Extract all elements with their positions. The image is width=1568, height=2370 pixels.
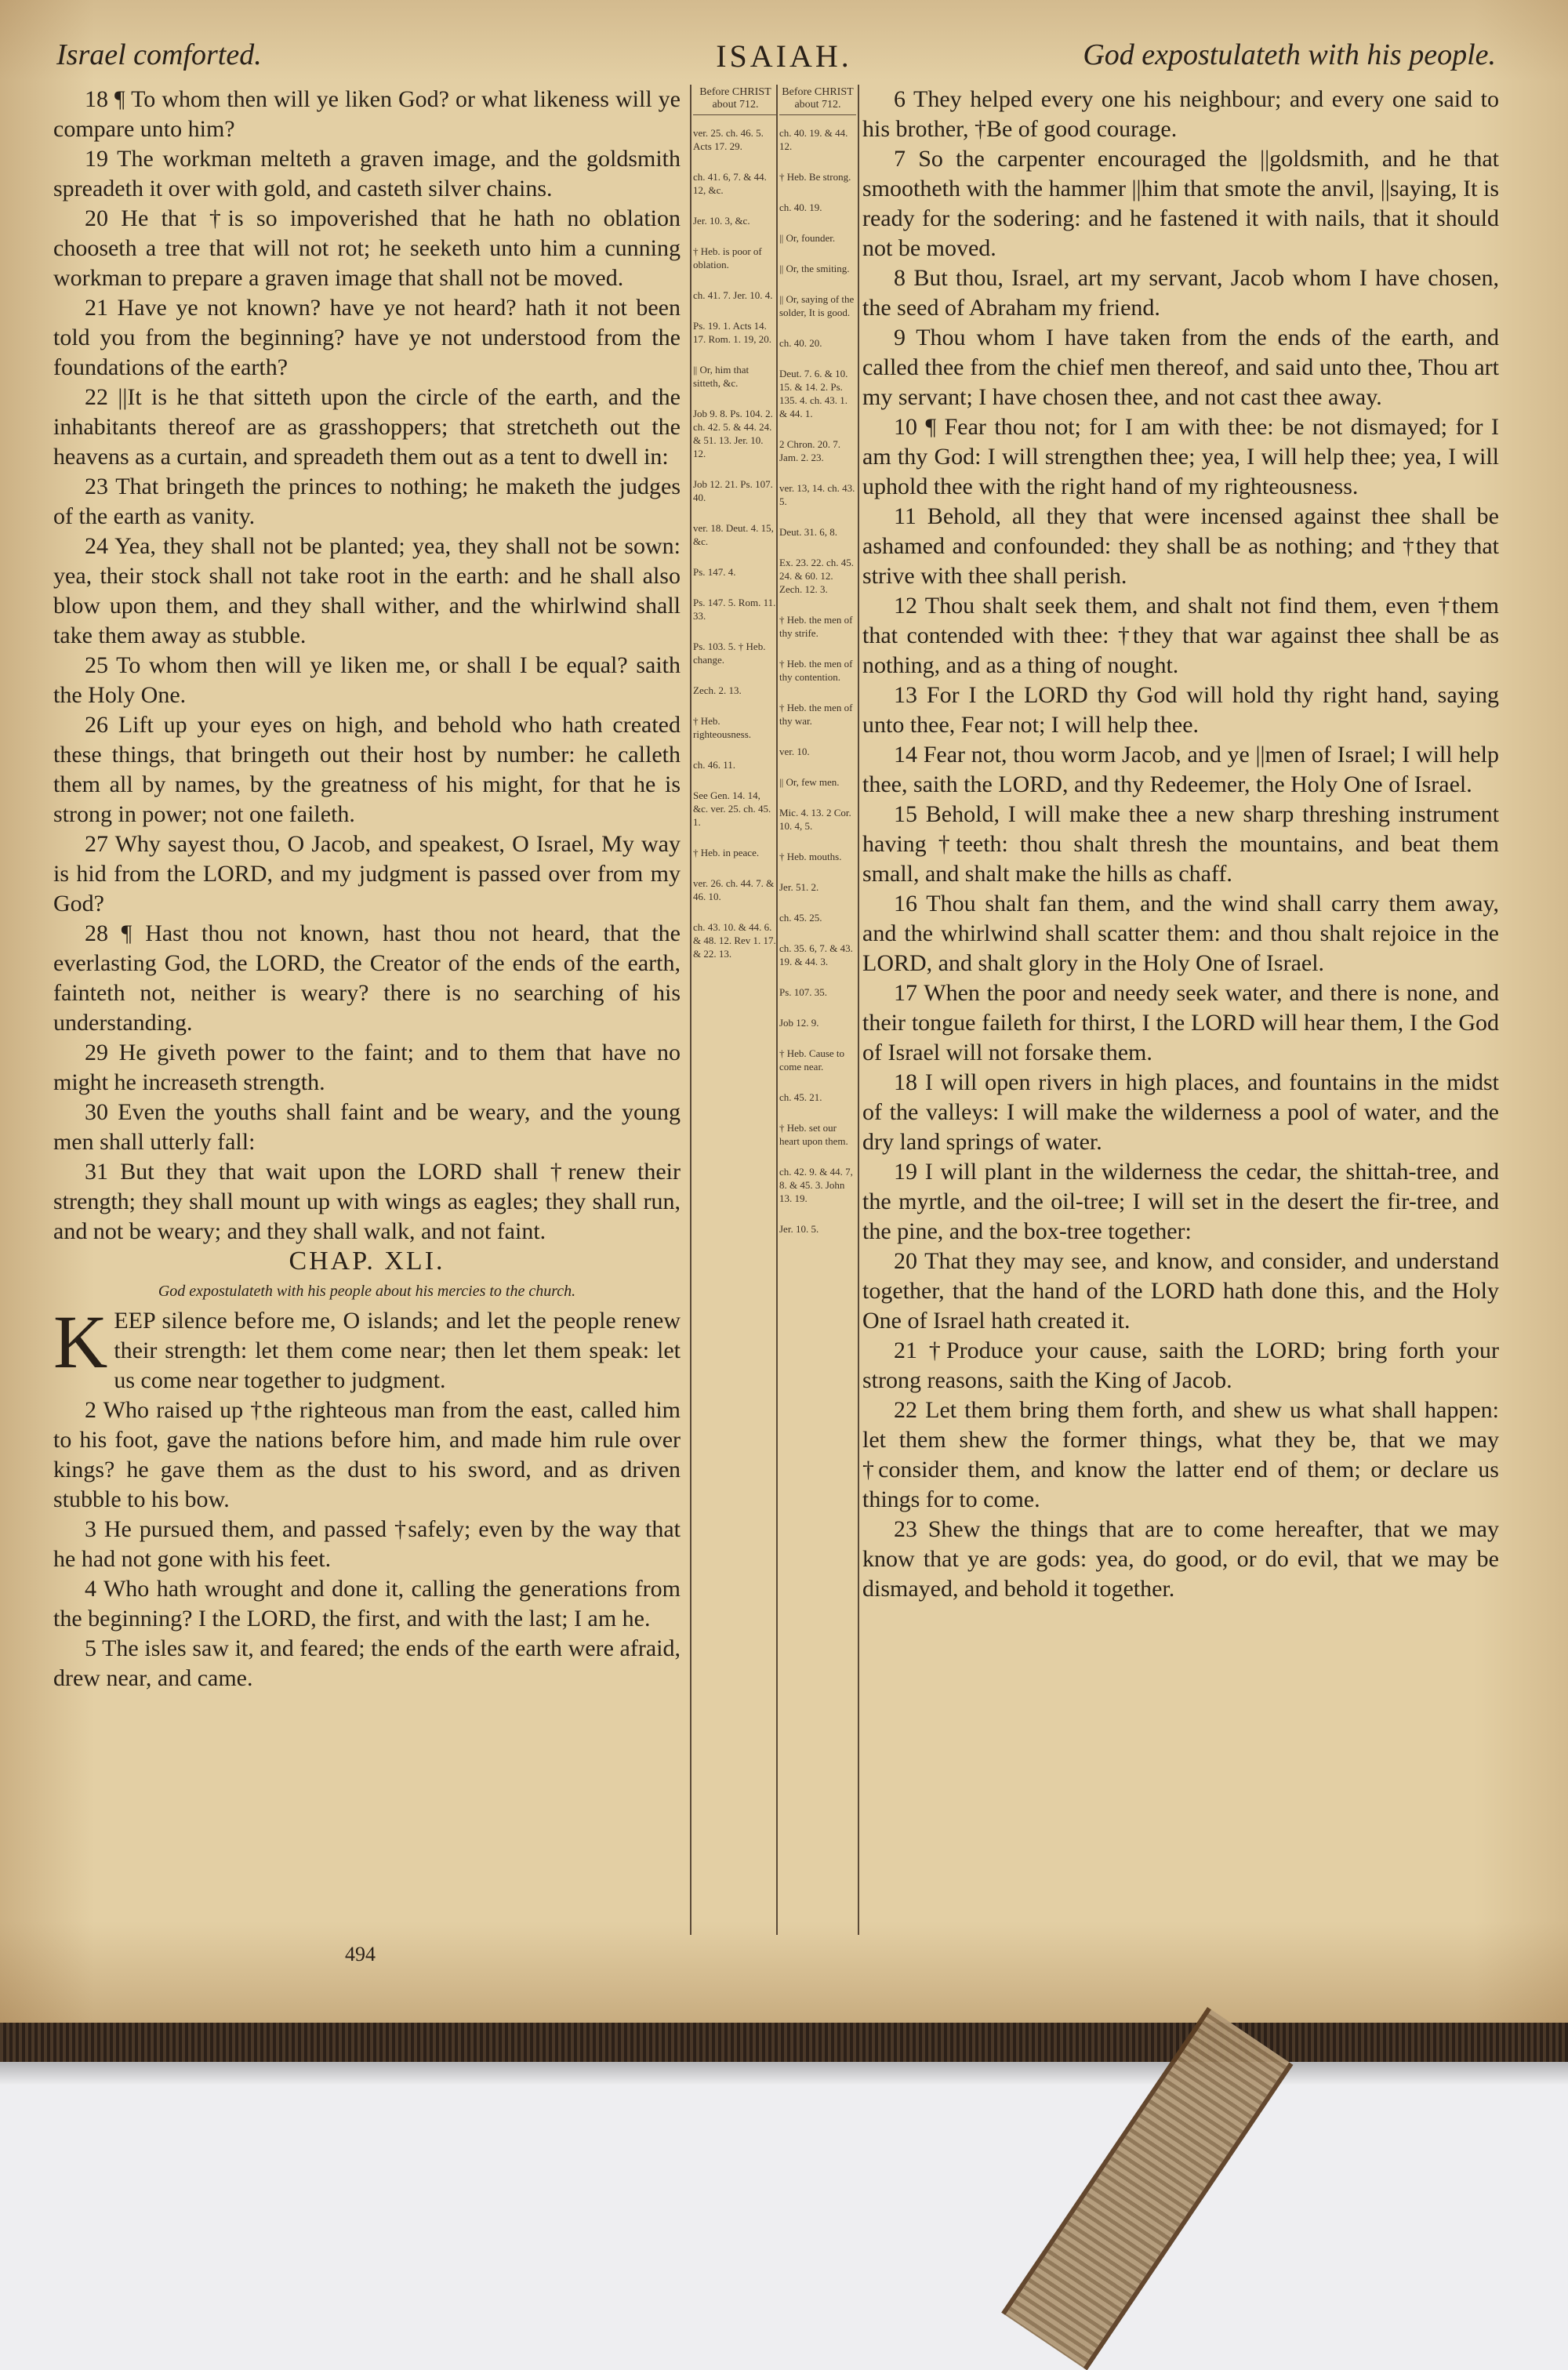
margin-note: † Heb. righteousness. — [693, 715, 752, 740]
margin-note: Job 12. 21. Ps. 107. 40. — [693, 478, 773, 503]
margin-date-head: Before CHRIST about 712. — [779, 86, 856, 115]
margin-note: Jer. 10. 5. — [779, 1223, 819, 1235]
running-head-right: God expostulateth with his people. — [1083, 38, 1496, 71]
margin-note: † Heb. Cause to come near. — [779, 1047, 845, 1072]
verse: 24 Yea, they shall not be planted; yea, they shall not be sown: yea, their stock shall not take root in the earth: and he shall also blow upon them, and they shall wither, and the whirlwind shall take them away as stubble. — [53, 533, 681, 648]
verse: 21 Have ye not known? have ye not heard? hath it not been told you from the beginning? have ye not understood from the foundations of the earth? — [53, 295, 681, 380]
verse: 18 ¶ To whom then will ye liken God? or what likeness will ye compare unto him? — [53, 86, 681, 142]
margin-note: ver. 26. ch. 44. 7. & 46. 10. — [693, 877, 775, 902]
verse: 10 ¶ Fear thou not; for I am with thee: be not dismayed; for I am thy God: I will strengthen thee; yea, I will help thee; yea, I will uphold thee with the right hand of my righteousness. — [862, 414, 1499, 499]
margin-note: || Or, saying of the solder, It is good. — [779, 293, 855, 318]
verse: 28 ¶ Hast thou not known, hast thou not heard, that the everlasting God, the LORD, the Creator of the ends of the earth, fainteth not, neither is weary? there is no searching of his understanding. — [53, 920, 681, 1036]
margin-note: ver. 10. — [779, 746, 810, 757]
margin-note: ch. 41. 6, 7. & 44. 12, &c. — [693, 171, 767, 196]
book-cover-edge — [0, 2023, 1568, 2062]
margin-note: † Heb. set our heart upon them. — [779, 1122, 848, 1147]
margin-note: ch. 45. 25. — [779, 912, 822, 924]
margin-note: † Heb. the men of thy contention. — [779, 658, 853, 683]
verse: 31 But they that wait upon the LORD shall †renew their strength; they shall mount up with wings as eagles; they shall run, and not be weary; and they shall walk, and not faint. — [53, 1159, 681, 1244]
margin-note: ch. 40. 19. — [779, 201, 822, 213]
margin-note: ch. 41. 7. Jer. 10. 4. — [693, 289, 773, 301]
margin-note: † Heb. Be strong. — [779, 171, 851, 183]
verse: 27 Why sayest thou, O Jacob, and speakest, O Israel, My way is hid from the LORD, and my judgment is passed over from my God? — [53, 831, 681, 916]
margin-note: ch. 40. 19. & 44. 12. — [779, 127, 848, 152]
margin-note: Mic. 4. 13. 2 Cor. 10. 4, 5. — [779, 807, 851, 832]
margin-note: ver. 13, 14. ch. 43. 5. — [779, 482, 855, 507]
margin-note: Deut. 7. 6. & 10. 15. & 14. 2. Ps. 135. 4. ch. 43. 1. & 44. 1. — [779, 368, 848, 419]
margin-note: || Or, few men. — [779, 776, 840, 788]
margin-note: Ps. 19. 1. Acts 14. 17. Rom. 1. 19, 20. — [693, 320, 772, 345]
verse: 7 So the carpenter encouraged the ||goldsmith, and he that smootheth with the hammer ||him that smote the anvil, ||saying, It is ready for the sodering: and he fastened it with nails, that it should not be moved. — [862, 146, 1499, 261]
margin-note: † Heb. mouths. — [779, 851, 842, 862]
verse: 30 Even the youths shall faint and be weary, and the young men shall utterly fall: — [53, 1099, 681, 1155]
column-rule — [690, 85, 691, 1935]
margin-note: ch. 35. 6, 7. & 43. 19. & 44. 3. — [779, 942, 853, 967]
verse: 25 To whom then will ye liken me, or shall I be equal? saith the Holy One. — [53, 652, 681, 708]
margin-note: ch. 43. 10. & 44. 6. & 48. 12. Rev 1. 17. & 22. 13. — [693, 921, 776, 960]
cover-shadow — [0, 2062, 1568, 2085]
verse: 9 Thou whom I have taken from the ends of the earth, and called thee from the chief men thereof, and said unto thee, Thou art my servant; I have chosen thee, and not cast thee away. — [862, 325, 1499, 410]
verse: 20 He that †is so impoverished that he hath no oblation chooseth a tree that will not rot; he seeketh unto him a cunning workman to prepare a graven image that shall not be moved. — [53, 205, 681, 291]
drop-cap: K — [53, 1300, 108, 1384]
margin-note: ch. 42. 9. & 44. 7, 8. & 45. 3. John 13. 19. — [779, 1166, 853, 1204]
verse: 6 They helped every one his neighbour; and every one said to his brother, †Be of good courage. — [862, 86, 1499, 142]
margin-note: || Or, him that sitteth, &c. — [693, 364, 750, 389]
page-number: 494 — [345, 1943, 376, 1965]
verse: 29 He giveth power to the faint; and to them that have no might he increaseth strength. — [53, 1040, 681, 1095]
verse: 15 Behold, I will make thee a new sharp threshing instrument having †teeth: thou shalt thresh the mountains, and beat them small, and shalt make the hills as chaff. — [862, 801, 1499, 887]
verse: 12 Thou shalt seek them, and shalt not find them, even †them that contended with thee: †they that war against thee shall be as nothing, and as a thing of nought. — [862, 593, 1499, 678]
margin-note: Jer. 10. 3, &c. — [693, 215, 750, 227]
right-text-column — [862, 85, 1499, 1604]
margin-note: Jer. 51. 2. — [779, 881, 819, 893]
verse: 14 Fear not, thou worm Jacob, and ye ||men of Israel; I will help thee, saith the LORD, and thy Redeemer, the Holy One of Israel. — [862, 742, 1499, 797]
margin-note: Ex. 23. 22. ch. 45. 24. & 60. 12. Zech. 12. 3. — [779, 557, 854, 595]
margin-note: ch. 46. 11. — [693, 759, 736, 771]
chapter-first-verse — [53, 1300, 681, 1396]
verse: 5 The isles saw it, and feared; the ends of the earth were afraid, drew near, and came. — [53, 1635, 681, 1691]
margin-note: Job 9. 8. Ps. 104. 2. ch. 42. 5. & 44. 24. & 51. 13. Jer. 10. 12. — [693, 408, 773, 459]
book-title: ISAIAH. — [716, 38, 852, 74]
verse: 11 Behold, all they that were incensed against thee shall be ashamed and confounded: they shall be as nothing; and †they that strive with thee shall perish. — [862, 503, 1499, 589]
verse: 8 But thou, Israel, art my servant, Jacob whom I have chosen, the seed of Abraham my friend. — [862, 265, 1499, 321]
left-margin-references — [693, 86, 778, 978]
verse: 19 I will plant in the wilderness the cedar, the shittah-tree, and the myrtle, and the oil-tree; I will set in the desert the fir-tree, and the pine, and the box-tree together: — [862, 1159, 1499, 1244]
margin-note: See Gen. 14. 14, &c. ver. 25. ch. 45. 1. — [693, 789, 771, 828]
verse: 23 Shew the things that are to come hereafter, that we may know that ye are gods: yea, do good, or do evil, that we may be dismayed, and behold it together. — [862, 1516, 1499, 1602]
margin-note: Ps. 147. 5. Rom. 11. 33. — [693, 597, 776, 622]
verse: 17 When the poor and needy seek water, and there is none, and their tongue faileth for thirst, I the LORD will hear them, I the God of Israel will not forsake them. — [862, 980, 1499, 1065]
margin-note: † Heb. in peace. — [693, 847, 760, 858]
margin-note: ver. 18. Deut. 4. 15, &c. — [693, 522, 774, 547]
verse: 16 Thou shalt fan them, and the wind shall carry them away, and the whirlwind shall scatter them: and thou shalt rejoice in the LORD, and shalt glory in the Holy One of Israel. — [862, 891, 1499, 976]
verse: 20 That they may see, and know, and consider, and understand together, that the hand of the LORD hath done this, and the Holy One of Israel hath created it. — [862, 1248, 1499, 1334]
margin-note: Job 12. 9. — [779, 1017, 819, 1029]
margin-note: || Or, the smiting. — [779, 263, 850, 274]
verse: 4 Who hath wrought and done it, calling the generations from the beginning? I the LORD, the first, and with the last; I am he. — [53, 1576, 681, 1631]
chapter-summary: God expostulateth with his people about his mercies to the church. — [158, 1283, 576, 1300]
right-margin-references — [779, 86, 856, 1253]
verse: 21 †Produce your cause, saith the LORD; bring forth your strong reasons, saith the King of Jacob. — [862, 1337, 1499, 1393]
margin-note: † Heb. the men of thy war. — [779, 702, 853, 727]
verse: 22 Let them bring them forth, and shew us what shall happen: let them shew the former things, what they be, that we may †consider them, and know the latter end of them; or declare us things for to come. — [862, 1397, 1499, 1512]
margin-note: † Heb. the men of thy strife. — [779, 614, 853, 639]
left-text-column — [53, 85, 681, 1693]
margin-note: Zech. 2. 13. — [693, 684, 742, 696]
margin-note: Ps. 147. 4. — [693, 566, 736, 578]
chapter-heading: CHAP. XLI. — [289, 1247, 445, 1276]
verse: 22 ||It is he that sitteth upon the circle of the earth, and the inhabitants thereof are as grasshoppers; that stretcheth out the heavens as a curtain, and spreadeth them out as a tent to dwell in: — [53, 384, 681, 470]
margin-date-head: Before CHRIST about 712. — [693, 86, 778, 115]
verse: 3 He pursued them, and passed †safely; even by the way that he had not gone with his feet. — [53, 1516, 681, 1572]
margin-note: ver. 25. ch. 46. 5. Acts 17. 29. — [693, 127, 764, 152]
margin-note: || Or, founder. — [779, 232, 836, 244]
margin-note: ch. 45. 21. — [779, 1091, 822, 1103]
margin-note: Ps. 103. 5. † Heb. change. — [693, 641, 766, 666]
margin-note: ch. 40. 20. — [779, 337, 822, 349]
verse: 13 For I the LORD thy God will hold thy right hand, saying unto thee, Fear not; I will help thee. — [862, 682, 1499, 738]
column-rule — [858, 85, 859, 1935]
margin-note: Ps. 107. 35. — [779, 986, 828, 998]
first-verse-text: EEP silence before me, O islands; and let the people renew their strength: let them come near; then let them speak: let us come near together to judgment. — [114, 1308, 681, 1393]
margin-note: † Heb. is poor of oblation. — [693, 245, 762, 270]
margin-note: Deut. 31. 6, 8. — [779, 526, 838, 538]
verse: 18 I will open rivers in high places, and fountains in the midst of the valleys: I will make the wilderness a pool of water, and the dry land springs of water. — [862, 1069, 1499, 1155]
verse: 2 Who raised up †the righteous man from the east, called him to his foot, gave the nations before him, and made him rule over kings? he gave them as the dust to his sword, and as driven stubble to his bow. — [53, 1397, 681, 1512]
verse: 26 Lift up your eyes on high, and behold who hath created these things, that bringeth out their host by number: he calleth them all by names, by the greatness of his might, for that he is strong in power; not one faileth. — [53, 712, 681, 827]
verse: 23 That bringeth the princes to nothing; he maketh the judges of the earth as vanity. — [53, 474, 681, 529]
running-head-left: Israel comforted. — [56, 38, 262, 71]
margin-note: 2 Chron. 20. 7. Jam. 2. 23. — [779, 438, 840, 463]
verse: 19 The workman melteth a graven image, and the goldsmith spreadeth it over with gold, and casteth silver chains. — [53, 146, 681, 201]
